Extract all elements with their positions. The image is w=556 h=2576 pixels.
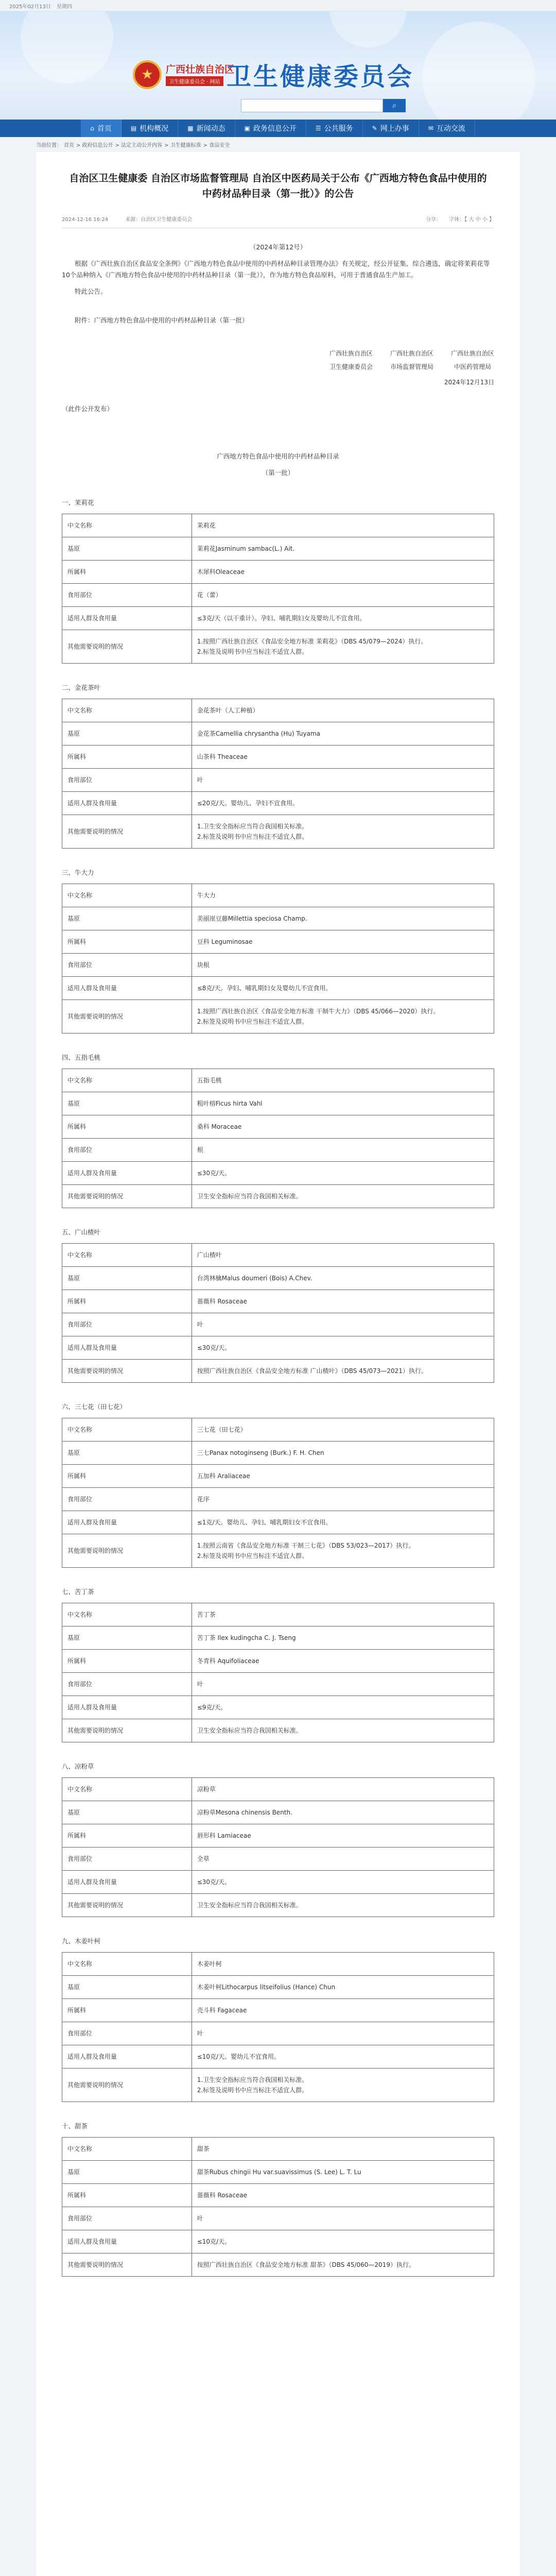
row-value: ≤20克/天。婴幼儿、孕妇不宜食用。 (192, 792, 494, 815)
row-label: 所属科 (62, 1650, 192, 1673)
row-label: 所属科 (62, 930, 192, 954)
table-row (62, 907, 494, 930)
row-label: 食用部位 (62, 769, 192, 792)
gov-name: 广西壮族自治区 (166, 64, 235, 75)
row-value: 金花茶Camellia chrysantha (Hu) Tuyama (192, 722, 494, 745)
table-row (62, 1115, 494, 1139)
row-value: 金花茶叶（人工种植） (192, 699, 494, 722)
nav-icon: ✎ (372, 125, 377, 132)
herb-list (62, 497, 494, 2277)
signer (451, 347, 494, 374)
row-value: 花序 (192, 1488, 494, 1511)
table-row (62, 1092, 494, 1115)
row-value: 叶 (192, 2022, 494, 2045)
paragraph-closing: 特此公告。 (75, 287, 107, 295)
publish-time: 2024-12-16 16:24 (62, 217, 109, 223)
row-value: 粗叶榕Ficus hirta Vahl (192, 1092, 494, 1115)
table-row (62, 1871, 494, 1894)
table-row (62, 1418, 494, 1442)
table-row (62, 2253, 494, 2277)
row-label: 食用部位 (62, 2207, 192, 2230)
row-value: ≤1克/天。婴幼儿、孕妇、哺乳期妇女不宜食用。 (192, 1511, 494, 1534)
row-label: 其他需要说明的情况 (62, 1719, 192, 1742)
row-label: 中文名称 (62, 2138, 192, 2161)
breadcrumb-item[interactable]: > 食品安全 (203, 143, 230, 148)
nav-item[interactable] (306, 120, 363, 137)
row-label: 其他需要说明的情况 (62, 1360, 192, 1383)
table-row (62, 1719, 494, 1742)
herb-section-title: 四、五指毛桃 (62, 1054, 101, 1061)
breadcrumb-item[interactable]: > 卫生健康标准 (164, 143, 201, 148)
row-label: 适用人群及食用量 (62, 2230, 192, 2253)
herb-section-title: 九、木姜叶柯 (62, 1937, 101, 1945)
attachment-link[interactable]: 附件：广西地方特色食品中使用的中药材品种目录（第一批） (75, 316, 249, 324)
row-value: ≤10克/天。婴幼儿不宜食用。 (192, 2045, 494, 2069)
table-row (62, 537, 494, 561)
table-row (62, 2045, 494, 2069)
row-label: 食用部位 (62, 1488, 192, 1511)
row-value: 苦丁茶 Ilex kudingcha C. J. Tseng (192, 1626, 494, 1650)
search-bar (241, 99, 406, 112)
table-row (62, 1442, 494, 1465)
table-row (62, 699, 494, 722)
row-value: 根 (192, 1139, 494, 1162)
row-label: 中文名称 (62, 699, 192, 722)
site-title: 卫生健康委员会 (227, 62, 414, 91)
row-value: 五指毛桃 (192, 1069, 494, 1092)
gov-sub: 卫生健康委员会 · 网站 (166, 76, 223, 86)
breadcrumb-item[interactable]: > 法定主动公开内容 (115, 143, 163, 148)
table-row (62, 2161, 494, 2184)
table-row (62, 1290, 494, 1313)
row-label: 食用部位 (62, 954, 192, 977)
row-value: 甜茶Rubus chingii Hu var.suavissimus (S. Lee) L. T. Lu (192, 2161, 494, 2184)
row-label: 食用部位 (62, 1139, 192, 1162)
row-label: 基原 (62, 1267, 192, 1290)
row-value: ≤3克/天（以干重计）。孕妇、哺乳期妇女及婴幼儿不宜食用。 (192, 607, 494, 630)
search-icon: ⌕ (392, 101, 396, 110)
breadcrumb-item[interactable]: > 政府信息公开 (76, 143, 113, 148)
row-value: ≤30克/天。 (192, 1871, 494, 1894)
header-banner (0, 11, 556, 120)
table-row (62, 607, 494, 630)
herb-section-title: 三、牛大力 (62, 869, 94, 876)
table-row (62, 745, 494, 769)
row-value: 广山楂叶 (192, 1244, 494, 1267)
row-value: 凉粉草Mesona chinensis Benth. (192, 1801, 494, 1824)
nav-icon: ✉ (428, 125, 433, 132)
row-label: 中文名称 (62, 1418, 192, 1442)
annex-subtitle: （第一批） (262, 469, 294, 477)
row-value: ≤30克/天。 (192, 1336, 494, 1360)
nav-label: 公共服务 (324, 125, 353, 133)
row-value: 蔷薇科 Rosaceae (192, 2184, 494, 2207)
row-label: 适用人群及食用量 (62, 1336, 192, 1360)
row-value: 1.卫生安全指标应当符合我国相关标准。 2.标签及说明书中应当标注不适宜人群。 (192, 2069, 494, 2102)
emblem-icon: ★ (133, 60, 162, 89)
nav-item[interactable] (419, 120, 475, 137)
table-row (62, 977, 494, 1000)
row-label: 其他需要说明的情况 (62, 1000, 192, 1033)
row-value: 台湾林檎Malus doumeri (Bois) A.Chev. (192, 1267, 494, 1290)
table-row (62, 792, 494, 815)
row-label: 中文名称 (62, 1778, 192, 1801)
table-row (62, 2207, 494, 2230)
table-row (62, 1696, 494, 1719)
herb-table (62, 2137, 494, 2277)
herb-table (62, 1243, 494, 1383)
row-value: 豆科 Leguminosae (192, 930, 494, 954)
row-value: 按照广西壮族自治区《食品安全地方标准 广山楂叶》（DBS 45/073—2021）执行。 (192, 1360, 494, 1383)
row-label: 所属科 (62, 1290, 192, 1313)
row-value: ≤9克/天。 (192, 1696, 494, 1719)
table-row (62, 1894, 494, 1917)
table-row (62, 1953, 494, 1976)
row-label: 食用部位 (62, 2022, 192, 2045)
table-row (62, 930, 494, 954)
table-row (62, 884, 494, 907)
table-row (62, 722, 494, 745)
herb-section-title: 十、甜茶 (62, 2122, 88, 2130)
table-row (62, 1603, 494, 1626)
herb-table (62, 1069, 494, 1208)
signer-line: 广西壮族自治区 (450, 350, 494, 357)
row-value: 凉粉草 (192, 1778, 494, 1801)
row-label: 适用人群及食用量 (62, 1511, 192, 1534)
row-value: 卫生安全指标应当符合我国相关标准。 (192, 1894, 494, 1917)
row-label: 适用人群及食用量 (62, 792, 192, 815)
table-row (62, 1778, 494, 1801)
breadcrumb-item: 当前位置： (36, 143, 62, 148)
row-value: 1.按照云南省《食品安全地方标准 干制三七花》（DBS 53/023—2017）执行。 2.标签及说明书中应当标注不适宜人群。 (192, 1534, 494, 1568)
table-row (62, 1336, 494, 1360)
row-label: 食用部位 (62, 1313, 192, 1336)
row-label: 适用人群及食用量 (62, 607, 192, 630)
table-row (62, 1650, 494, 1673)
signer (390, 347, 433, 374)
row-label: 中文名称 (62, 1244, 192, 1267)
table-row (62, 769, 494, 792)
nav-item[interactable] (81, 120, 121, 137)
row-value: 甜茶 (192, 2138, 494, 2161)
herb-section-title: 一、茉莉花 (62, 499, 94, 506)
row-value: ≤30克/天。 (192, 1162, 494, 1185)
row-label: 适用人群及食用量 (62, 977, 192, 1000)
nav-item[interactable] (121, 120, 178, 137)
row-label: 基原 (62, 537, 192, 561)
article-meta (62, 215, 494, 228)
signer-line: 广西壮族自治区 (329, 350, 373, 357)
nav-icon: ⌂ (90, 125, 94, 132)
table-row (62, 561, 494, 584)
annex-title: 广西地方特色食品中使用的中药材品种目录 (217, 452, 339, 460)
nav-item[interactable] (178, 120, 235, 137)
herb-table (62, 884, 494, 1033)
sign-date: 2024年12月13日 (444, 379, 494, 386)
row-label: 所属科 (62, 745, 192, 769)
herb-section-title: 二、金花茶叶 (62, 684, 101, 691)
row-value: 1.卫生安全指标应当符合我国相关标准。 2.标签及说明书中应当标注不适宜人群。 (192, 815, 494, 849)
row-value: 苦丁茶 (192, 1603, 494, 1626)
row-label: 其他需要说明的情况 (62, 2253, 192, 2277)
row-label: 基原 (62, 1092, 192, 1115)
nav-icon: ☰ (315, 125, 321, 132)
table-row (62, 954, 494, 977)
row-value: ≤8克/天。孕妇、哺乳期妇女及婴幼儿不宜食用。 (192, 977, 494, 1000)
row-label: 其他需要说明的情况 (62, 1894, 192, 1917)
row-label: 适用人群及食用量 (62, 2045, 192, 2069)
row-value: 叶 (192, 1313, 494, 1336)
table-row (62, 1267, 494, 1290)
search-input[interactable] (241, 99, 383, 112)
table-row (62, 1465, 494, 1488)
row-label: 适用人群及食用量 (62, 1696, 192, 1719)
breadcrumb-item[interactable]: 首页 (64, 143, 74, 148)
table-row (62, 1360, 494, 1383)
row-label: 基原 (62, 1626, 192, 1650)
article (36, 152, 520, 2576)
table-row (62, 2184, 494, 2207)
row-value: 山茶科 Theaceae (192, 745, 494, 769)
herb-table (62, 514, 494, 664)
signer-line: 广西壮族自治区 (390, 350, 433, 357)
row-value: 花（蕾） (192, 584, 494, 607)
table-row (62, 630, 494, 664)
table-row (62, 1139, 494, 1162)
row-label: 中文名称 (62, 1603, 192, 1626)
row-label: 其他需要说明的情况 (62, 2069, 192, 2102)
top-weekday: 星期四 (57, 4, 73, 10)
article-source: 来源：自治区卫生健康委员会 (125, 217, 193, 223)
row-label: 所属科 (62, 1999, 192, 2022)
main-nav (0, 120, 556, 137)
row-label: 基原 (62, 1976, 192, 1999)
nav-icon: ▤ (130, 125, 137, 132)
nav-item[interactable] (363, 120, 419, 137)
row-value: 按照广西壮族自治区《食品安全地方标准 甜茶》（DBS 45/060—2019）执行。 (192, 2253, 494, 2277)
top-date: 2025年02月13日 (9, 4, 51, 10)
row-label: 所属科 (62, 1115, 192, 1139)
herb-section-title: 五、广山楂叶 (62, 1228, 101, 1236)
row-label: 适用人群及食用量 (62, 1162, 192, 1185)
row-value: 唇形科 Lamiaceae (192, 1824, 494, 1848)
nav-label: 首页 (97, 125, 112, 133)
row-label: 基原 (62, 722, 192, 745)
row-value: 桑科 Moraceae (192, 1115, 494, 1139)
article-title: 自治区卫生健康委 自治区市场监督管理局 自治区中医药局关于公布《广西地方特色食品中使用的中药材品种目录（第一批）》的公告 (69, 173, 487, 199)
table-row (62, 584, 494, 607)
row-label: 其他需要说明的情况 (62, 1185, 192, 1208)
row-label: 中文名称 (62, 514, 192, 537)
row-label: 所属科 (62, 1824, 192, 1848)
row-value: 牛大力 (192, 884, 494, 907)
search-button[interactable] (383, 99, 406, 112)
row-value: 壳斗科 Fagaceae (192, 1999, 494, 2022)
disclosure-note: （此件公开发布） (62, 405, 114, 413)
table-row (62, 1801, 494, 1824)
row-value: 五加科 Araliaceae (192, 1465, 494, 1488)
herb-table (62, 1952, 494, 2102)
row-value: 叶 (192, 769, 494, 792)
table-row (62, 1534, 494, 1568)
nav-label: 网上办事 (380, 125, 409, 133)
row-label: 中文名称 (62, 1069, 192, 1092)
row-value: 叶 (192, 1673, 494, 1696)
row-label: 基原 (62, 907, 192, 930)
nav-label: 机构概况 (140, 125, 169, 133)
row-value: 卫生安全指标应当符合我国相关标准。 (192, 1185, 494, 1208)
row-value: 块根 (192, 954, 494, 977)
table-row (62, 514, 494, 537)
row-value: 卫生安全指标应当符合我国相关标准。 (192, 1719, 494, 1742)
table-row (62, 2138, 494, 2161)
nav-label: 互动交流 (436, 125, 465, 133)
nav-item[interactable] (235, 120, 306, 137)
row-value: ≤10克/天。 (192, 2230, 494, 2253)
row-label: 所属科 (62, 1465, 192, 1488)
herb-table (62, 699, 494, 849)
row-label: 所属科 (62, 2184, 192, 2207)
row-value: 冬青科 Aquifoliaceae (192, 1650, 494, 1673)
row-value: 叶 (192, 2207, 494, 2230)
table-row (62, 1673, 494, 1696)
breadcrumb (36, 137, 520, 152)
row-label: 其他需要说明的情况 (62, 1534, 192, 1568)
table-row (62, 2230, 494, 2253)
nav-label: 政务信息公开 (253, 125, 297, 133)
row-value: 全草 (192, 1848, 494, 1871)
signers (62, 347, 494, 374)
row-label: 其他需要说明的情况 (62, 630, 192, 664)
table-row (62, 1162, 494, 1185)
table-row (62, 1848, 494, 1871)
row-label: 基原 (62, 1442, 192, 1465)
signer (329, 347, 373, 374)
herb-table (62, 1603, 494, 1742)
row-label: 所属科 (62, 561, 192, 584)
row-value: 美丽崖豆藤Millettia speciosa Champ. (192, 907, 494, 930)
herb-section-title: 七、苦丁茶 (62, 1588, 94, 1596)
row-value: 茉莉花 (192, 514, 494, 537)
top-bar (0, 0, 556, 11)
table-row (62, 1069, 494, 1092)
herb-section-title: 八、凉粉草 (62, 1762, 94, 1770)
row-label: 食用部位 (62, 1848, 192, 1871)
row-value: 1.按照广西壮族自治区《食品安全地方标准 茉莉花》（DBS 45/079—2024）执行。 2.标签及说明书中应当标注不适宜人群。 (192, 630, 494, 664)
row-label: 适用人群及食用量 (62, 1871, 192, 1894)
table-row (62, 2069, 494, 2102)
row-value: 茉莉花Jasminum sambac(L.) Ait. (192, 537, 494, 561)
doc-number: （2024年第12号） (249, 243, 307, 251)
row-value: 蔷薇科 Rosaceae (192, 1290, 494, 1313)
table-row (62, 1185, 494, 1208)
signer-line: 市场监督管理局 (390, 363, 433, 370)
font-size-switch[interactable]: 字体：【 大 中 小 】 (449, 217, 494, 223)
table-row (62, 1511, 494, 1534)
table-row (62, 1244, 494, 1267)
table-row (62, 1000, 494, 1033)
table-row (62, 1999, 494, 2022)
row-label: 基原 (62, 2161, 192, 2184)
row-value: 木姜叶柯Lithocarpus litseifolius (Hance) Chun (192, 1976, 494, 1999)
row-value: 三七Panax notoginseng (Burk.) F. H. Chen (192, 1442, 494, 1465)
table-row (62, 1626, 494, 1650)
row-value: 木姜叶柯 (192, 1953, 494, 1976)
row-label: 食用部位 (62, 1673, 192, 1696)
herb-table (62, 1777, 494, 1917)
row-label: 中文名称 (62, 884, 192, 907)
table-row (62, 1824, 494, 1848)
nav-icon: ▣ (244, 125, 250, 132)
paragraph-main: 根据《广西壮族自治区食品安全条例》《广西地方特色食品中使用的中药材品种目录管理办法》有关规定，经公开征集、综合遴选，确定将茉莉花等10个品种纳入《广西地方特色食品中使用的中药材品种目录（第一批）》，作为地方特色食品原料，可用于普通食品生产加工。 (62, 260, 490, 279)
table-row (62, 815, 494, 849)
row-label: 中文名称 (62, 1953, 192, 1976)
signer-line: 卫生健康委员会 (329, 363, 373, 370)
table-row (62, 1313, 494, 1336)
herb-table (62, 1418, 494, 1568)
nav-icon: ▦ (187, 125, 194, 132)
table-row (62, 2022, 494, 2045)
row-label: 基原 (62, 1801, 192, 1824)
table-row (62, 1488, 494, 1511)
row-value: 三七花（田七花） (192, 1418, 494, 1442)
row-label: 食用部位 (62, 584, 192, 607)
signer-line: 中医药管理局 (454, 363, 491, 370)
herb-section-title: 六、三七花（田七花） (62, 1403, 127, 1411)
table-row (62, 1976, 494, 1999)
share-label[interactable]: 分享： (426, 217, 442, 223)
row-label: 其他需要说明的情况 (62, 815, 192, 849)
nav-label: 新闻动态 (196, 125, 225, 133)
row-value: 1.按照广西壮族自治区《食品安全地方标准 干制牛大力》（DBS 45/066—2020）执行。 2.标签及说明书中应当标注不适宜人群。 (192, 1000, 494, 1033)
row-value: 木犀科Oleaceae (192, 561, 494, 584)
